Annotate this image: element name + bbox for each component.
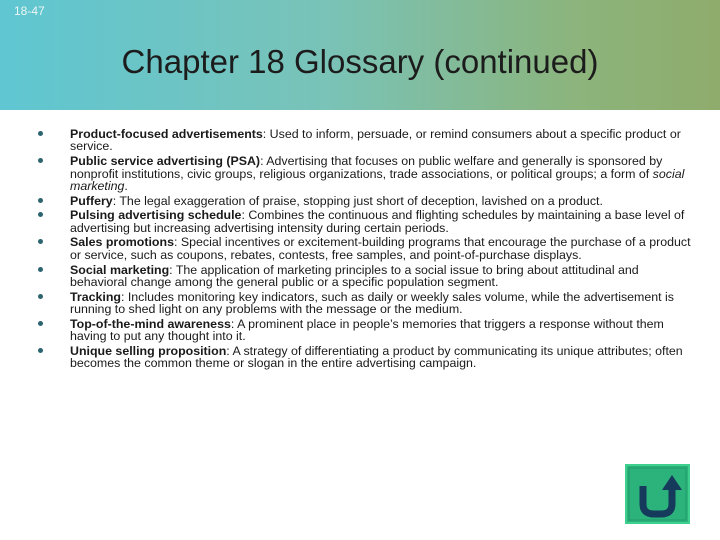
glossary-term: Product-focused advertisements <box>70 127 263 141</box>
glossary-term: Tracking <box>70 289 121 304</box>
glossary-definition: : A prominent place in people’s memories that triggers a response without them having to put any thought into it. <box>70 316 664 344</box>
glossary-item <box>38 264 698 289</box>
glossary-definition: : Advertising that focuses on public welfare and generally is sponsored by nonprofit institutions, civic groups, religious organizations, trade associations, or political groups; a form of <box>70 154 663 181</box>
glossary-definition: : Special incentives or excitement-building programs that encourage the purchase of a product or service, such as coupons, rebates, contests, free samples, and point-of-purchase displays. <box>70 235 691 262</box>
bullet-icon <box>38 267 43 272</box>
glossary-item <box>38 236 698 261</box>
glossary-item <box>38 291 698 316</box>
glossary-term: Top-of-the-mind awareness <box>70 316 231 331</box>
glossary-term: Public service advertising (PSA) <box>70 154 261 169</box>
glossary-item <box>38 128 698 153</box>
bullet-icon <box>38 198 43 203</box>
glossary-term: Unique selling proposition <box>70 343 227 358</box>
glossary-item <box>38 195 698 207</box>
bullet-icon <box>38 321 43 326</box>
glossary-term: Sales promotions <box>70 235 174 250</box>
glossary-term: Pulsing advertising schedule <box>70 208 242 223</box>
glossary-term: Social marketing <box>70 262 170 277</box>
glossary-item <box>38 345 698 370</box>
glossary-definition: : A strategy of differentiating a product by communicating its unique attributes; often becomes the common theme or slogan in the entire advertising campaign. <box>70 343 683 371</box>
bullet-icon <box>38 131 43 136</box>
glossary-definition: : Used to inform, persuade, or remind consumers about a specific product or service. <box>70 127 681 154</box>
return-button[interactable] <box>625 464 690 524</box>
bullet-icon <box>38 158 43 163</box>
bullet-icon <box>38 239 43 244</box>
glossary-definition: : The application of marketing principles to a social issue to bring about attitudinal and behavioral change among the general public or a specific population segment. <box>70 262 639 289</box>
bullet-icon <box>38 212 43 217</box>
glossary-definition: : Includes monitoring key indicators, such as daily or weekly sales volume, while the advertisement is running to shed light on any problems with the message or the medium. <box>70 289 674 317</box>
slide-number: 18-47 <box>14 4 45 18</box>
glossary-definition-end: . <box>124 178 128 193</box>
bullet-icon <box>38 294 43 299</box>
glossary-item <box>38 209 698 234</box>
glossary-item <box>38 318 698 343</box>
slide-title: Chapter 18 Glossary (continued) <box>121 43 599 80</box>
glossary-definition: : The legal exaggeration of praise, stopping just short of deception, lavished on a product. <box>112 193 603 208</box>
title-banner <box>0 0 720 110</box>
glossary-emphasis: social marketing <box>70 166 685 193</box>
bullet-icon <box>38 348 43 353</box>
glossary-list <box>38 128 698 372</box>
glossary-term: Puffery <box>70 193 113 208</box>
glossary-item <box>38 155 698 192</box>
glossary-definition: : Combines the continuous and flighting schedules by maintaining a base level of advertising but increasing advertising intensity during certain periods. <box>70 208 685 235</box>
return-arrow-icon <box>625 464 690 524</box>
